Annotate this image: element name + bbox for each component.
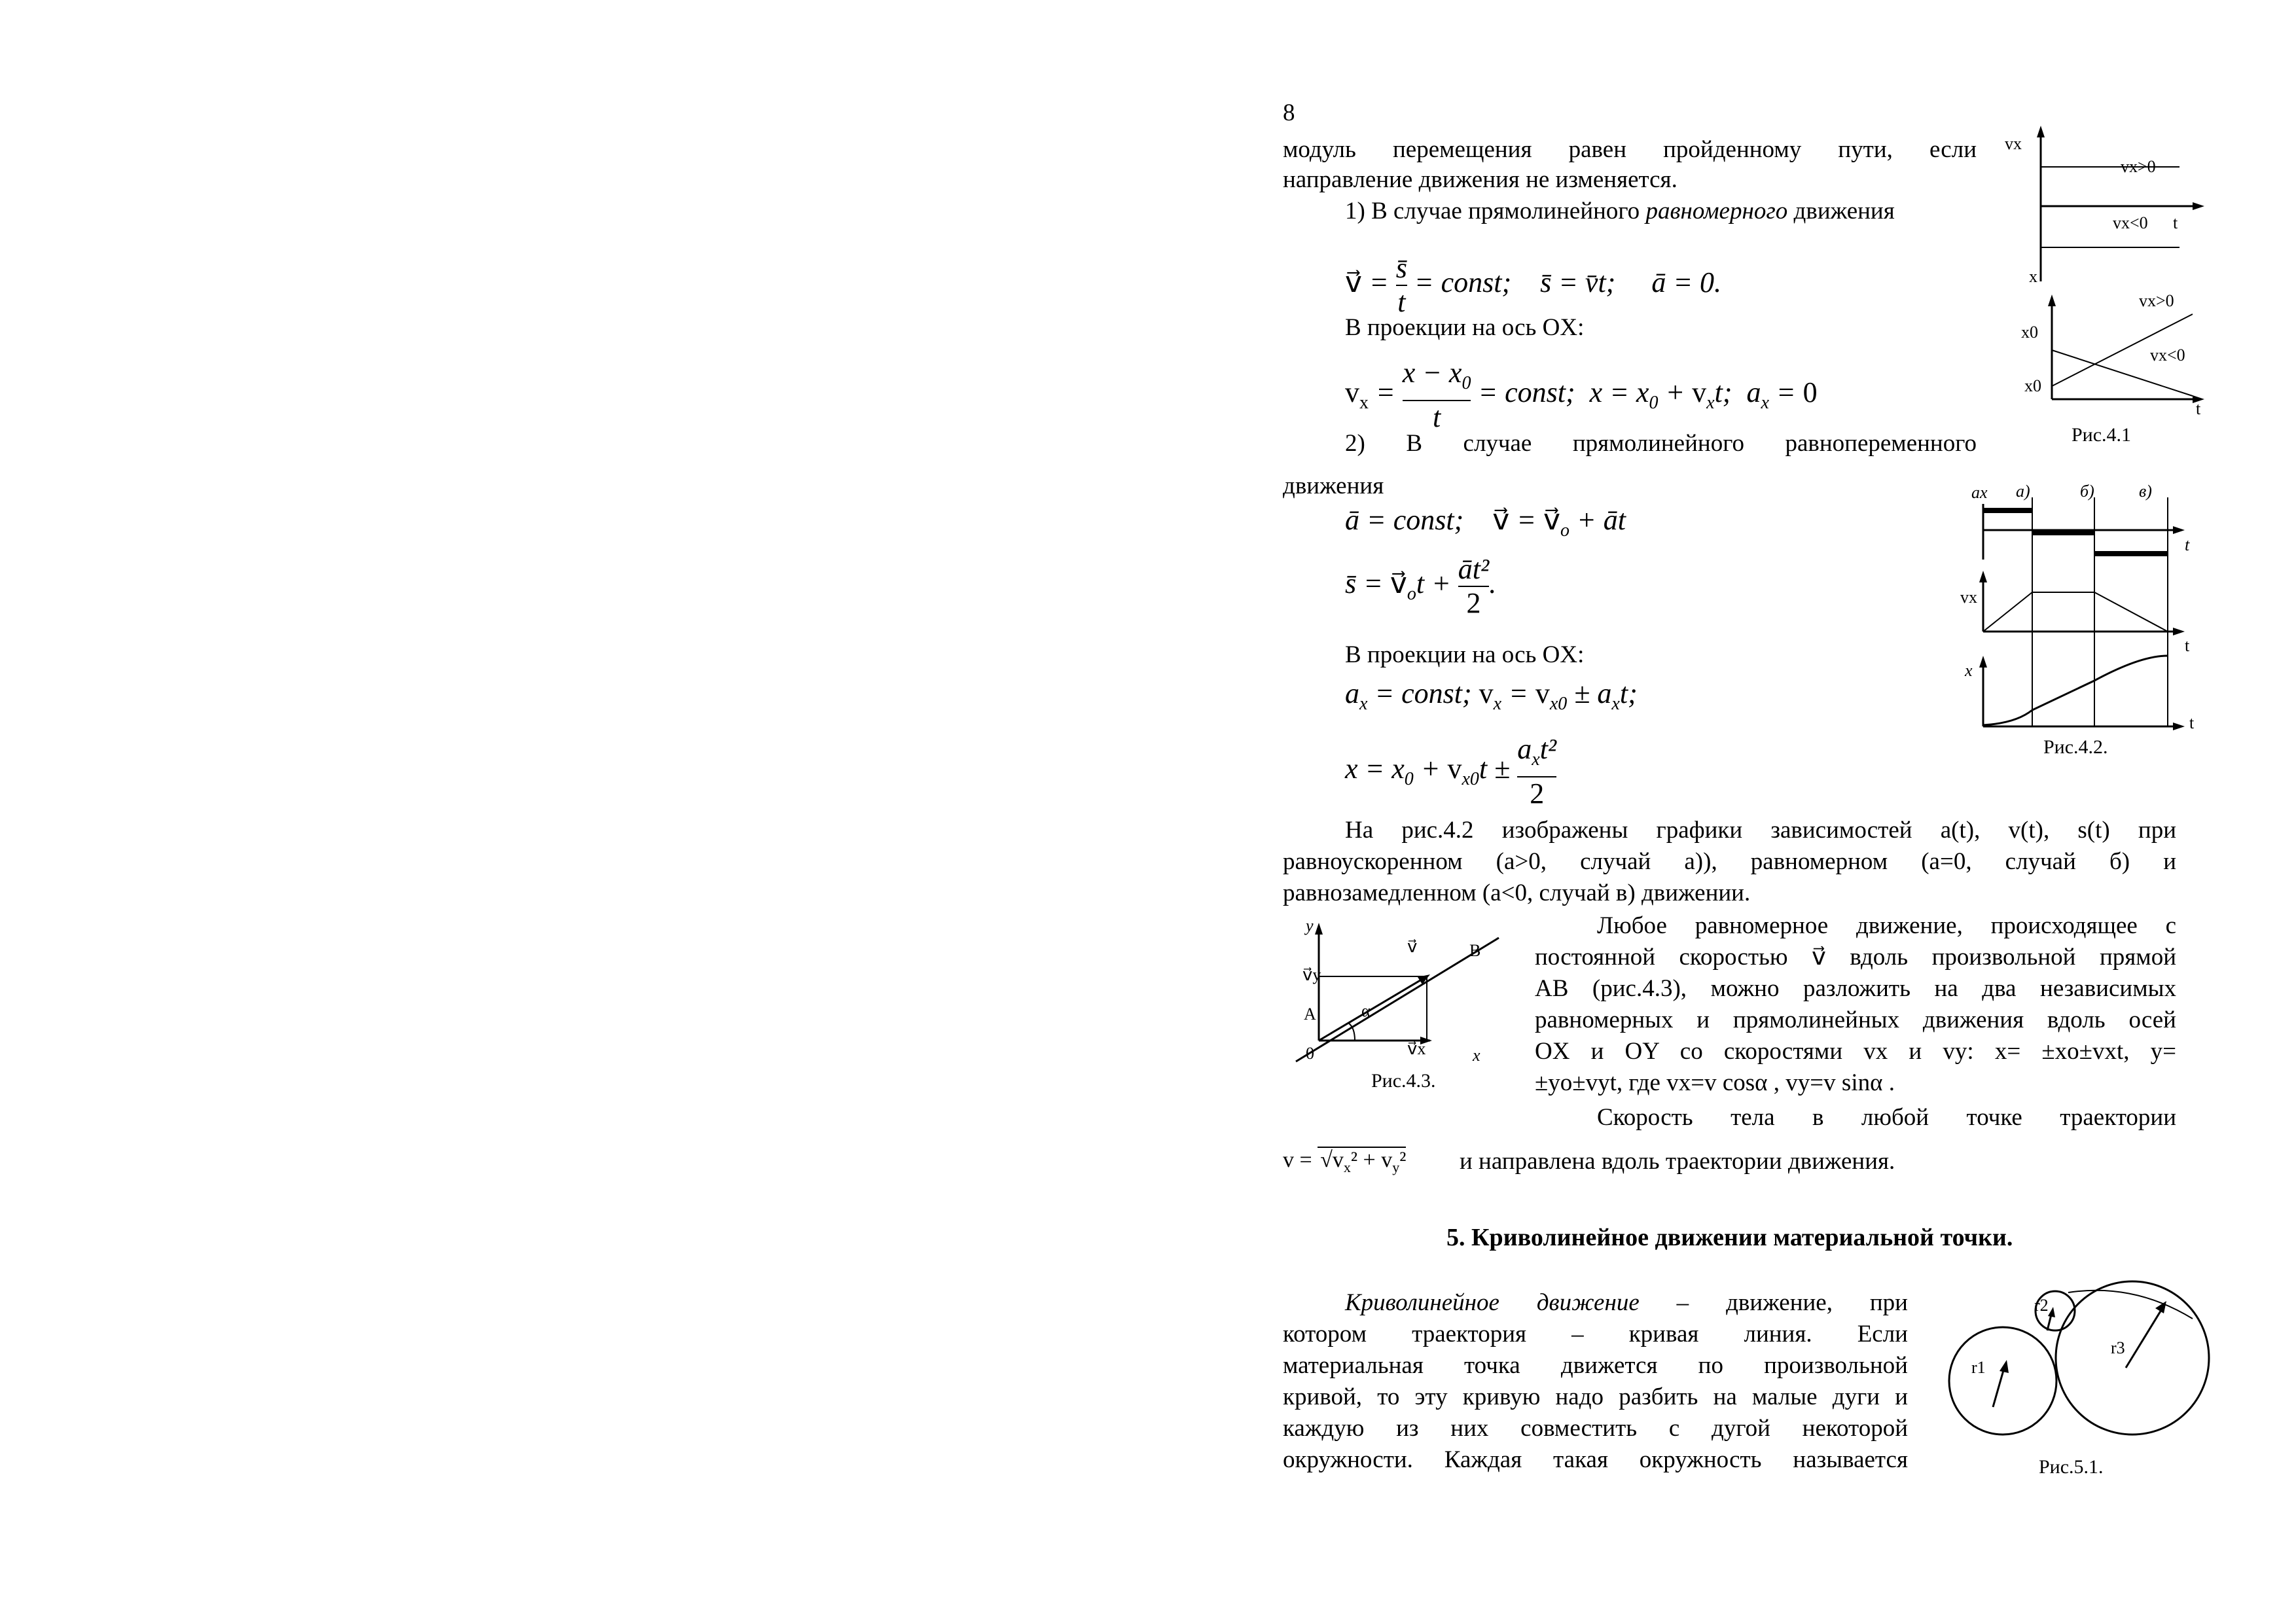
- fig42-x-curve: [1983, 656, 2168, 725]
- paragraph-4-line-1: На рис.4.2 изображены графики зависимостей a(t), v(t), s(t) при: [1345, 817, 2176, 844]
- formula-6: $x = x_0 + v_{x0}t$ ± $a_xt^2$ 2: [1345, 733, 1557, 810]
- figure-4-1: [2003, 124, 2212, 452]
- fig43-label-v: v⃗: [1407, 937, 1418, 956]
- fig51-r1-arrow: [2000, 1360, 2009, 1373]
- paragraph-7-line-5: каждую из них совместить с дугой некоторой: [1283, 1415, 1908, 1442]
- paragraph-7-line-1: Криволинейное движение – движение, при: [1345, 1289, 1908, 1316]
- formula-1: v⃗ = $\frac{s̄}{t}$ = const; s̄ = v̄t; ā = 0.: [1345, 252, 1722, 318]
- fig43-label-origin: 0: [1306, 1044, 1314, 1063]
- formula-4: s̄ = $v⃗_ot$ + $\frac{\text{āt²}}{2}$ .: [1345, 553, 1497, 619]
- paragraph-6-line-2: и направлена вдоль траектории движения.: [1460, 1148, 1895, 1175]
- fig43-label-a: A: [1304, 1005, 1316, 1024]
- paragraph-5-line-2: постоянной скоростью v⃗ вдоль произвольной прямой: [1535, 944, 2176, 971]
- fig41-label-vx: vx: [2005, 134, 2022, 153]
- projection-label-2: В проекции на ось OX:: [1345, 641, 1585, 668]
- fig51-caption: Рис.5.1.: [2039, 1456, 2104, 1478]
- paragraph-7-line-4: кривой, то эту кривую надо разбить на малые дуги и: [1283, 1383, 1908, 1410]
- fig41-x-arrow: [2048, 294, 2056, 306]
- fig42-label-vx: vx: [1960, 588, 1977, 607]
- fig42-label-t-1: t: [2185, 535, 2190, 554]
- fig51-r3-line: [2126, 1307, 2163, 1368]
- fig42-x-arrow: [1979, 656, 1987, 668]
- fig51-label-r2: r2: [2034, 1296, 2049, 1315]
- formula-7: $v = √v_x^2 + v_y^2$: [1283, 1148, 1407, 1175]
- fig42-label-b: б): [2080, 482, 2094, 501]
- paragraph-5-line-5: OX и OY со скоростями vx и vy: x= ±xo±vxt, y=: [1535, 1038, 2176, 1065]
- paragraph-5-line-3: AB (рис.4.3), можно разложить на два независимых: [1535, 975, 2176, 1002]
- paragraph-3-cont: движения: [1283, 473, 1384, 499]
- fig51-r1-line: [1993, 1366, 2005, 1407]
- fig41-label-t-2: t: [2196, 399, 2201, 418]
- fig41-label-x0-top: x0: [2021, 323, 2038, 342]
- fig41-label-vx-neg-2: vx<0: [2150, 346, 2185, 365]
- projection-label-1: В проекции на ось OX:: [1345, 314, 1585, 341]
- paragraph-6-line-1: Скорость тела в любой точке траектории: [1597, 1104, 2176, 1131]
- paragraph-5-line-6: ±yo±vyt, где vx=v cosα , vy=v sinα .: [1535, 1069, 1895, 1096]
- paragraph-7-line-3: материальная точка движется по произвольной: [1283, 1352, 1908, 1379]
- fig43-label-vx: v⃗x: [1407, 1039, 1426, 1058]
- fig41-vx-arrow: [2037, 126, 2045, 137]
- fig42-t-arrow-3: [2173, 722, 2185, 730]
- fig43-label-y: y: [1306, 916, 1314, 935]
- paragraph-1-line-1: модуль перемещения равен пройденному пути, если: [1283, 136, 1977, 163]
- fig41-label-x: x: [2029, 267, 2037, 286]
- fig42-label-x: x: [1965, 661, 1973, 680]
- fig43-caption: Рис.4.3.: [1371, 1070, 1436, 1092]
- fig41-label-t: t: [2173, 213, 2178, 232]
- fig51-label-r1: r1: [1971, 1358, 1986, 1377]
- paragraph-7-line-2: котором траектория – кривая линия. Если: [1283, 1321, 1908, 1347]
- fig43-v-vector: [1319, 976, 1427, 1041]
- fig43-line-ab: [1296, 938, 1499, 1061]
- paragraph-1-line-2: направление движения не изменяется.: [1283, 166, 1677, 193]
- formula-2: $v_x$ = $\frac{x - x_0}{t}$ = const; $x = x_0 + v_xt$; $a_x = 0$: [1345, 357, 1818, 433]
- fig43-label-vy: v⃗y: [1302, 965, 1321, 984]
- fig43-y-arrow: [1315, 923, 1323, 935]
- fig51-r2-arrow: [2048, 1307, 2055, 1317]
- fig43-label-alpha: α: [1361, 1001, 1371, 1020]
- paragraph-2: 1) В случае прямолинейного равномерного движения: [1345, 198, 1895, 224]
- fig42-caption: Рис.4.2.: [2043, 736, 2108, 758]
- paragraph-4-line-3: равнозамедленном (a<0, случай в) движении.: [1283, 880, 1751, 906]
- paragraph-4-line-2: равноускоренном (a>0, случай а)), равномерном (a=0, случай б) и: [1283, 848, 2176, 875]
- figure-4-2: [1957, 484, 2199, 746]
- fig41-label-vx-pos: vx>0: [2121, 157, 2156, 176]
- fig43-label-x: x: [1473, 1046, 1480, 1065]
- page-number: 8: [1283, 99, 1295, 126]
- fig41-label-vx-pos-2: vx>0: [2139, 291, 2174, 310]
- section-heading: 5. Криволинейное движении материальной точки.: [1446, 1224, 2013, 1251]
- paragraph-5-line-1: Любое равномерное движение, происходящее с: [1597, 912, 2176, 939]
- paragraph-7-line-6: окружности. Каждая такая окружность называется: [1283, 1446, 1908, 1473]
- fig41-label-vx-neg: vx<0: [2113, 213, 2148, 232]
- formula-3: ā = const; v⃗ = $v⃗_o$ + āt: [1345, 504, 1626, 541]
- fig42-label-a: а): [2016, 482, 2030, 501]
- paragraph-3: 2) В случае прямолинейного равнопеременного: [1345, 430, 1977, 457]
- fig42-label-t-2: t: [2185, 636, 2190, 655]
- fig41-t-arrow: [2193, 202, 2204, 210]
- formula-5: $a_x$ = const; $v_x = v_{x0} \pm a_xt$;: [1345, 677, 1638, 714]
- fig42-vx-arrow: [1979, 571, 1987, 582]
- fig41-caption: Рис.4.1: [2072, 424, 2132, 446]
- fig42-t-arrow-2: [2173, 628, 2185, 635]
- fig42-label-ax: ax: [1971, 483, 1988, 502]
- fig42-vx-curve: [1983, 592, 2168, 632]
- fig42-label-t-3: t: [2189, 713, 2195, 732]
- fig51-label-r3: r3: [2111, 1338, 2125, 1357]
- fig51-circle-r1: [1949, 1327, 2056, 1435]
- fig42-t-arrow-1: [2173, 526, 2185, 534]
- fig41-label-x0-bottom: x0: [2024, 376, 2041, 395]
- paragraph-5-line-4: равномерных и прямолинейных движения вдоль осей: [1535, 1007, 2176, 1033]
- fig43-label-b: B: [1469, 941, 1481, 960]
- fig42-label-v: в): [2139, 482, 2152, 501]
- figure-4-3: [1296, 916, 1512, 1067]
